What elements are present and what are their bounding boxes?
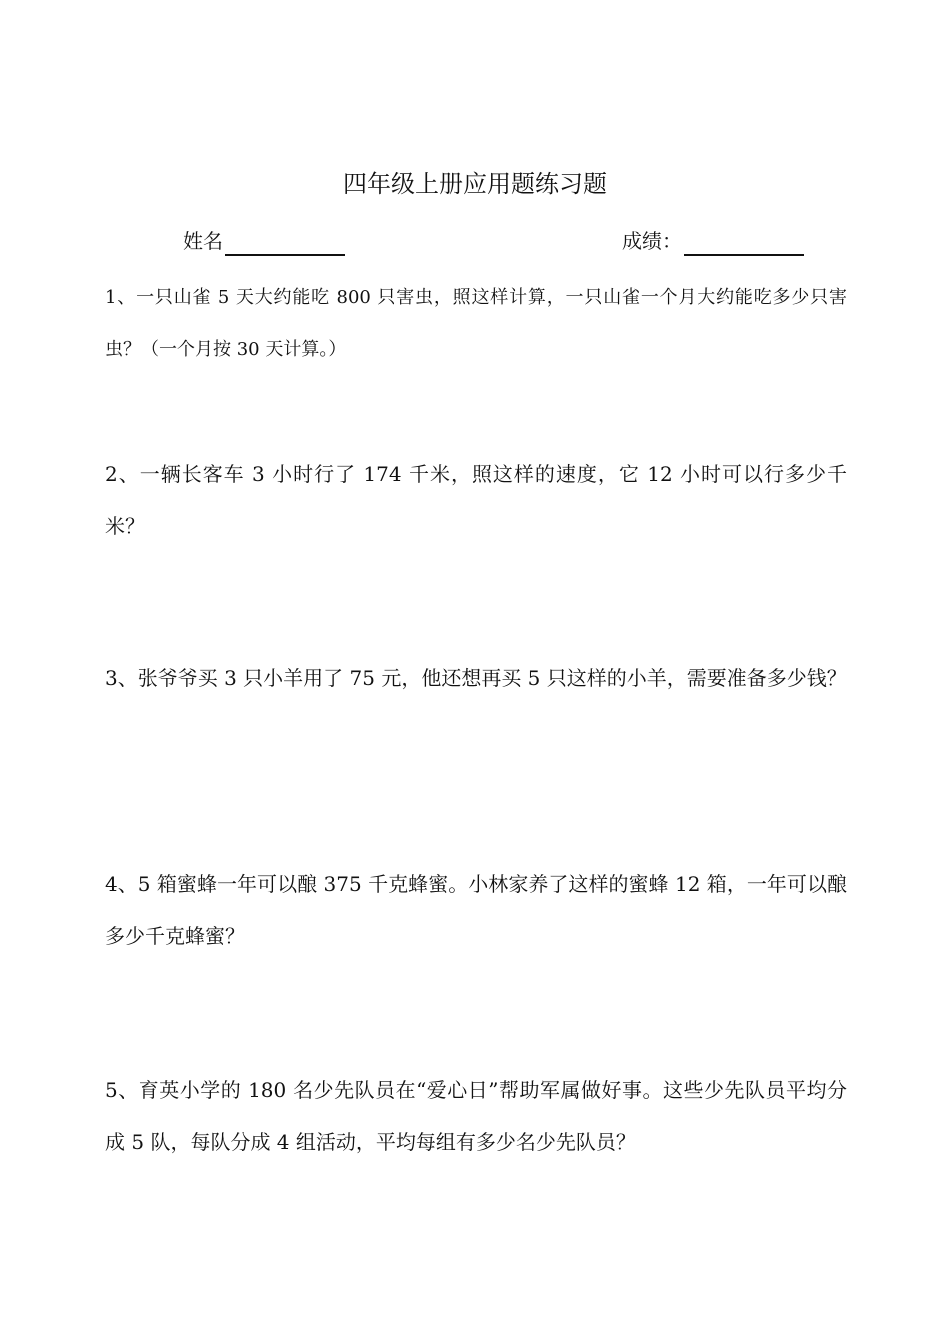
score-label: 成绩： xyxy=(622,229,682,253)
page-title: 四年级上册应用题练习题 xyxy=(343,170,607,198)
name-label: 姓名 xyxy=(183,229,223,253)
score-blank-line[interactable] xyxy=(684,230,804,256)
question-2: 2、一辆长客车 3 小时行了 174 千米，照这样的速度，它 12 小时可以行多少千米？ xyxy=(105,462,847,538)
name-field xyxy=(183,226,345,256)
name-blank-line[interactable] xyxy=(225,230,345,256)
question-5: 5、育英小学的 180 名少先队员在“爱心日”帮助军属做好事。这些少先队员平均分成 5 队，每队分成 4 组活动，平均每组有多少名少先队员？ xyxy=(105,1078,847,1154)
question-4: 4、5 箱蜜蜂一年可以酿 375 千克蜂蜜。小林家养了这样的蜜蜂 12 箱，一年可以酿多少千克蜂蜜？ xyxy=(105,872,847,948)
question-3: 3、张爷爷买 3 只小羊用了 75 元，他还想再买 5 只这样的小羊，需要准备多少钱？ xyxy=(105,666,847,690)
score-field xyxy=(622,226,804,256)
question-1: 1、一只山雀 5 天大约能吃 800 只害虫，照这样计算，一只山雀一个月大约能吃多少只害虫？（一个月按 30 天计算。） xyxy=(105,287,847,360)
